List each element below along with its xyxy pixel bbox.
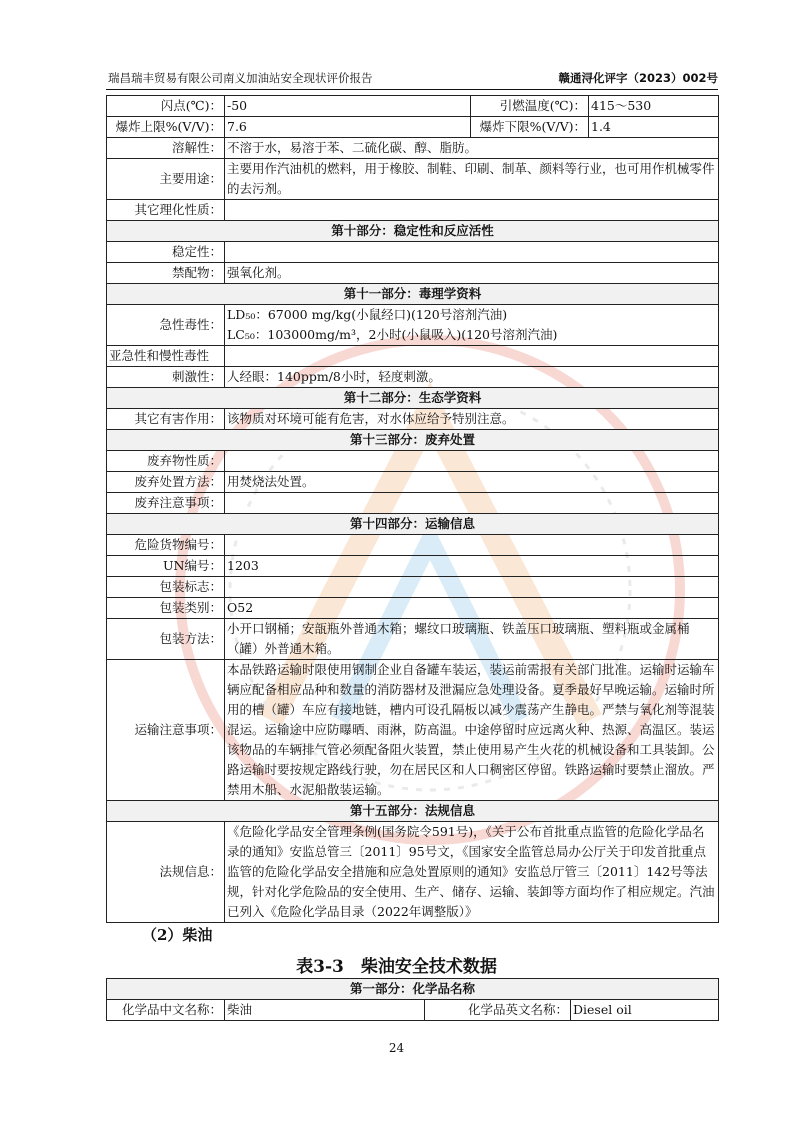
un-number-label: UN编号： (107, 556, 225, 577)
transport-notes-value: 本品铁路运输时限使用钢制企业自备罐车装运，装运前需报有关部门批准。运输时运输车辆应配备相应品种和数量的消防器材及泄漏应急处理设备。夏季最好早晚运输。运输时所用的槽（罐）车应有接地链，槽内可设孔隔板以减少震荡产生静电。严禁与氧化剂等混装混运。运输途中应防曝晒、雨淋，防高温。中途停留时应远离火种、热源、高温区。装运该物品的车辆排气管必须配备阻火装置，禁止使用易产生火花的机械设备和工具装卸。公路运输时要按规定路线行驶，勿在居民区和人口稠密区停留。铁路运输时要禁止溜放。严禁用木船、水泥船散装运输。 (225, 660, 719, 801)
irritation-value: 人经眼：140ppm/8小时，轻度刺激。 (225, 367, 719, 388)
waste-method-row (107, 472, 719, 493)
diesel-name-row (107, 1000, 719, 1021)
upper-limit-label: 爆炸上限%(V/V)： (107, 117, 225, 138)
pkg-mark-value (225, 577, 719, 598)
incompatible-value: 强氧化剂。 (225, 263, 719, 284)
chronic-toxicity-row (107, 346, 719, 367)
ignition-temp-label: 引燃温度(℃)： (471, 96, 589, 117)
other-props-label: 其它理化性质： (107, 200, 225, 221)
acute-toxicity-label: 急性毒性： (107, 305, 225, 346)
section-11-heading: 第十一部分：毒理学资料 (107, 284, 719, 305)
page-header (108, 70, 718, 88)
ignition-temp-value: 415～530 (589, 96, 719, 117)
lower-limit-value: 1.4 (589, 117, 719, 138)
incompatible-label: 禁配物： (107, 263, 225, 284)
other-harm-value: 该物质对环境可能有危害，对水体应给予特别注意。 (225, 409, 719, 430)
solubility-value: 不溶于水，易溶于苯、二硫化碳、醇、脂肪。 (225, 138, 719, 159)
other-props-row (107, 200, 719, 221)
chronic-toxicity-value (225, 346, 719, 367)
regulations-value: 《危险化学品安全管理条例(国务院令591号)，《关于公布首批重点监管的危险化学品名录的通知》安监总管三〔2011〕95号文，《国家安全监管总局办公厅关于印发首批重点监管的危险化学品安全措施和应急处置原则的通知》安监总厅管三〔2011〕142号等法规，针对化学危险品的安全使用、生产、储存、运输、装卸等方面均作了相应规定。汽油已列入《危险化学品目录（2022年调整版）》 (225, 822, 719, 923)
solubility-row (107, 138, 719, 159)
pkg-mark-row (107, 577, 719, 598)
section-13-row (107, 430, 719, 451)
usage-label: 主要用途： (107, 159, 225, 200)
stability-row (107, 242, 719, 263)
pkg-class-value: O52 (225, 598, 719, 619)
regulations-row (107, 822, 719, 923)
report-number: 赣通浔化评字（2023）002号 (558, 71, 718, 85)
section-11-row (107, 284, 719, 305)
diesel-section-1-row (107, 979, 719, 1000)
section-10-row (107, 221, 719, 242)
pkg-method-value: 小开口钢桶；安瓿瓶外普通木箱；螺纹口玻璃瓶、铁盖压口玻璃瓶、塑料瓶或金属桶（罐）外普通木箱。 (225, 619, 719, 660)
solubility-label: 溶解性： (107, 138, 225, 159)
en-name-label: 化学品英文名称： (425, 1000, 571, 1021)
section-14-heading: 第十四部分：运输信息 (107, 514, 719, 535)
diesel-safety-table (106, 978, 719, 1021)
gasoline-safety-table (106, 95, 719, 923)
dg-number-row (107, 535, 719, 556)
section-13-heading: 第十三部分：废弃处置 (107, 430, 719, 451)
transport-notes-label: 运输注意事项： (107, 660, 225, 801)
acute-toxicity-value (225, 305, 719, 346)
other-harm-row (107, 409, 719, 430)
section-10-heading: 第十部分：稳定性和反应活性 (107, 221, 719, 242)
pkg-mark-label: 包装标志： (107, 577, 225, 598)
section-12-heading: 第十二部分：生态学资料 (107, 388, 719, 409)
pkg-method-label: 包装方法： (107, 619, 225, 660)
upper-limit-value: 7.6 (225, 117, 471, 138)
usage-value: 主要用作汽油机的燃料，用于橡胶、制鞋、印刷、制革、颜料等行业，也可用作机械零件的去污剂。 (225, 159, 719, 200)
pkg-class-label: 包装类别： (107, 598, 225, 619)
un-number-value: 1203 (225, 556, 719, 577)
stability-label: 稳定性： (107, 242, 225, 263)
header-rule (106, 89, 718, 90)
waste-notes-value (225, 493, 719, 514)
flash-point-value: -50 (225, 96, 471, 117)
lc50-line: LC₅₀：103000mg/m³，2小时(小鼠吸入)(120号溶剂汽油) (227, 327, 558, 342)
incompatible-row (107, 263, 719, 284)
transport-notes-row (107, 660, 719, 801)
waste-nature-row (107, 451, 719, 472)
waste-method-value: 用焚烧法处置。 (225, 472, 719, 493)
report-title: 瑞昌瑞丰贸易有限公司南义加油站安全现状评价报告 (108, 71, 373, 85)
dg-number-value (225, 535, 719, 556)
waste-method-label: 废弃处置方法： (107, 472, 225, 493)
irritation-label: 刺激性： (107, 367, 225, 388)
section-12-row (107, 388, 719, 409)
stability-value (225, 242, 719, 263)
flash-point-row (107, 96, 719, 117)
pkg-method-row (107, 619, 719, 660)
explosion-limit-row (107, 117, 719, 138)
cn-name-label: 化学品中文名称： (107, 1000, 225, 1021)
waste-nature-label: 废弃物性质： (107, 451, 225, 472)
dg-number-label: 危险货物编号： (107, 535, 225, 556)
lower-limit-label: 爆炸下限%(V/V)： (471, 117, 589, 138)
other-harm-label: 其它有害作用： (107, 409, 225, 430)
usage-row (107, 159, 719, 200)
waste-nature-value (225, 451, 719, 472)
en-name-value: Diesel oil (571, 1000, 719, 1021)
table-caption: 表3-3 柴油安全技术数据 (296, 957, 497, 977)
other-props-value (225, 200, 719, 221)
cn-name-value: 柴油 (225, 1000, 425, 1021)
flash-point-label: 闪点(℃)： (107, 96, 225, 117)
un-number-row (107, 556, 719, 577)
irritation-row (107, 367, 719, 388)
regulations-label: 法规信息： (107, 822, 225, 923)
page-number: 24 (388, 1041, 405, 1055)
section-14-row (107, 514, 719, 535)
waste-notes-row (107, 493, 719, 514)
acute-toxicity-row (107, 305, 719, 346)
chronic-toxicity-label: 亚急性和慢性毒性 (107, 346, 225, 367)
section-15-heading: 第十五部分：法规信息 (107, 801, 719, 822)
ld50-line: LD₅₀：67000 mg/kg(小鼠经口)(120号溶剂汽油) (227, 307, 508, 322)
section-15-row (107, 801, 719, 822)
diesel-subheading: （2）柴油 (142, 926, 213, 944)
waste-notes-label: 废弃注意事项： (107, 493, 225, 514)
diesel-section-1-heading: 第一部分：化学品名称 (107, 979, 719, 1000)
pkg-class-row (107, 598, 719, 619)
